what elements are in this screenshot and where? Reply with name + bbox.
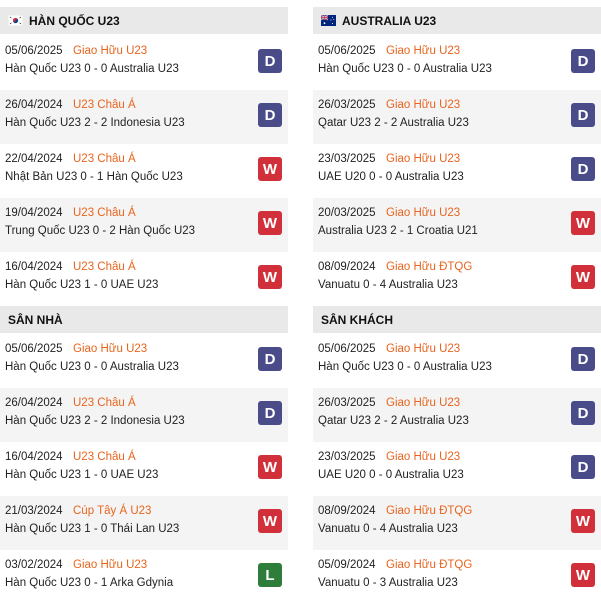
- australia-flag-icon: [321, 15, 336, 26]
- match-row[interactable]: [0, 252, 288, 306]
- match-competition: Giao Hữu U23: [386, 451, 461, 463]
- result-badge: D: [571, 157, 595, 181]
- match-date: 05/09/2024: [318, 559, 376, 571]
- match-competition: U23 Châu Á: [73, 207, 136, 219]
- match-score: Trung Quốc U23 0 - 2 Hàn Quốc U23: [5, 225, 196, 237]
- match-score: UAE U20 0 - 0 Australia U23: [318, 171, 464, 183]
- match-date: 22/04/2024: [5, 153, 63, 165]
- match-row[interactable]: [313, 550, 601, 598]
- match-date: 20/03/2025: [318, 207, 376, 219]
- match-score: Qatar U23 2 - 2 Australia U23: [318, 117, 469, 129]
- match-date: 16/04/2024: [5, 261, 63, 273]
- match-competition: Cúp Tây Á U23: [73, 505, 152, 517]
- match-date: 05/06/2025: [5, 343, 63, 355]
- match-competition: Giao Hữu U23: [386, 45, 461, 57]
- match-date: 21/03/2024: [5, 505, 63, 517]
- section-title: SÂN NHÀ: [8, 312, 63, 327]
- match-competition: Giao Hữu U23: [386, 397, 461, 409]
- match-row[interactable]: [313, 198, 601, 252]
- match-competition: Giao Hữu U23: [386, 207, 461, 219]
- match-score: Hàn Quốc U23 1 - 0 Thái Lan U23: [5, 523, 180, 535]
- result-badge: L: [258, 563, 282, 587]
- match-date: 05/06/2025: [5, 45, 63, 57]
- match-row[interactable]: [0, 550, 288, 598]
- result-badge: W: [258, 157, 282, 181]
- match-competition: Giao Hữu ĐTQG: [386, 261, 473, 273]
- match-competition: Giao Hữu U23: [386, 99, 461, 111]
- match-date: 23/03/2025: [318, 451, 376, 463]
- section-header: [313, 306, 601, 333]
- match-competition: U23 Châu Á: [73, 397, 136, 409]
- section-title: AUSTRALIA U23: [342, 13, 437, 28]
- result-badge: D: [571, 401, 595, 425]
- section-header: [0, 7, 288, 34]
- match-row[interactable]: [313, 144, 601, 198]
- result-badge: W: [571, 563, 595, 587]
- match-competition: U23 Châu Á: [73, 261, 136, 273]
- match-row[interactable]: [0, 442, 288, 496]
- match-score: Vanuatu 0 - 4 Australia U23: [318, 279, 458, 291]
- match-row[interactable]: [313, 36, 601, 90]
- match-competition: Giao Hữu ĐTQG: [386, 505, 473, 517]
- section-header: [313, 7, 601, 34]
- result-badge: W: [258, 455, 282, 479]
- result-badge: W: [571, 211, 595, 235]
- korea-flag-icon: [8, 15, 23, 26]
- match-row[interactable]: [0, 496, 288, 550]
- match-row[interactable]: [0, 198, 288, 252]
- match-score: Hàn Quốc U23 0 - 1 Arka Gdynia: [5, 577, 174, 589]
- match-row[interactable]: [0, 90, 288, 144]
- match-score: UAE U20 0 - 0 Australia U23: [318, 469, 464, 481]
- result-badge: D: [571, 49, 595, 73]
- match-date: 05/06/2025: [318, 343, 376, 355]
- match-score: Hàn Quốc U23 2 - 2 Indonesia U23: [5, 415, 185, 427]
- match-score: Hàn Quốc U23 0 - 0 Australia U23: [5, 361, 179, 373]
- match-competition: U23 Châu Á: [73, 451, 136, 463]
- result-badge: D: [571, 455, 595, 479]
- section-header: [0, 306, 288, 333]
- match-date: 19/04/2024: [5, 207, 63, 219]
- match-competition: Giao Hữu U23: [73, 559, 148, 571]
- match-date: 26/03/2025: [318, 397, 376, 409]
- match-score: Australia U23 2 - 1 Croatia U21: [318, 225, 478, 237]
- result-badge: D: [258, 49, 282, 73]
- result-badge: D: [571, 103, 595, 127]
- match-row[interactable]: [313, 442, 601, 496]
- match-score: Hàn Quốc U23 1 - 0 UAE U23: [5, 279, 159, 291]
- match-score: Hàn Quốc U23 0 - 0 Australia U23: [318, 361, 492, 373]
- match-score: Vanuatu 0 - 4 Australia U23: [318, 523, 458, 535]
- match-date: 26/04/2024: [5, 397, 63, 409]
- section-title: HÀN QUỐC U23: [29, 13, 120, 28]
- match-competition: Giao Hữu U23: [73, 45, 148, 57]
- match-competition: Giao Hữu U23: [386, 153, 461, 165]
- result-badge: W: [571, 265, 595, 289]
- match-date: 23/03/2025: [318, 153, 376, 165]
- match-date: 08/09/2024: [318, 261, 376, 273]
- match-row[interactable]: [0, 144, 288, 198]
- match-row[interactable]: [313, 388, 601, 442]
- match-score: Qatar U23 2 - 2 Australia U23: [318, 415, 469, 427]
- result-badge: W: [571, 509, 595, 533]
- result-badge: D: [571, 347, 595, 371]
- match-date: 26/04/2024: [5, 99, 63, 111]
- match-competition: Giao Hữu U23: [386, 343, 461, 355]
- result-badge: W: [258, 509, 282, 533]
- match-score: Hàn Quốc U23 1 - 0 UAE U23: [5, 469, 159, 481]
- match-date: 16/04/2024: [5, 451, 63, 463]
- result-badge: W: [258, 211, 282, 235]
- result-badge: D: [258, 347, 282, 371]
- match-score: Hàn Quốc U23 0 - 0 Australia U23: [318, 63, 492, 75]
- match-date: 05/06/2025: [318, 45, 376, 57]
- match-competition: Giao Hữu U23: [73, 343, 148, 355]
- result-badge: W: [258, 265, 282, 289]
- match-row[interactable]: [0, 388, 288, 442]
- match-competition: U23 Châu Á: [73, 99, 136, 111]
- match-score: Nhật Bản U23 0 - 1 Hàn Quốc U23: [5, 171, 183, 183]
- match-row[interactable]: [0, 334, 288, 388]
- match-row[interactable]: [313, 90, 601, 144]
- match-score: Hàn Quốc U23 2 - 2 Indonesia U23: [5, 117, 185, 129]
- match-row[interactable]: [0, 36, 288, 90]
- match-row[interactable]: [313, 252, 601, 306]
- result-badge: D: [258, 103, 282, 127]
- section-title: SÂN KHÁCH: [321, 312, 393, 327]
- match-date: 03/02/2024: [5, 559, 63, 571]
- match-score: Vanuatu 0 - 3 Australia U23: [318, 577, 458, 589]
- match-competition: Giao Hữu ĐTQG: [386, 559, 473, 571]
- match-row[interactable]: [313, 496, 601, 550]
- match-score: Hàn Quốc U23 0 - 0 Australia U23: [5, 63, 179, 75]
- match-date: 26/03/2025: [318, 99, 376, 111]
- result-badge: D: [258, 401, 282, 425]
- match-competition: U23 Châu Á: [73, 153, 136, 165]
- match-row[interactable]: [313, 334, 601, 388]
- match-date: 08/09/2024: [318, 505, 376, 517]
